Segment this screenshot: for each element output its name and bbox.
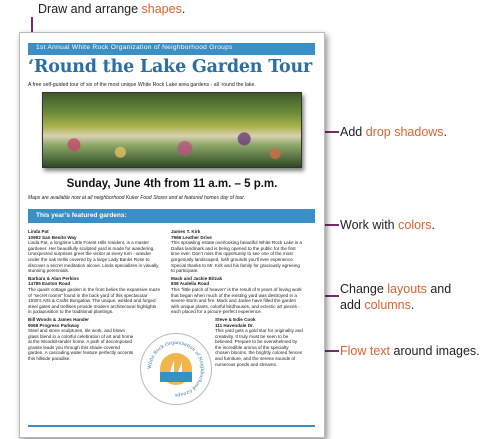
garden-address: 838 Audelia Road bbox=[171, 281, 210, 287]
callout-mid: and bbox=[426, 282, 452, 296]
flyer-title: ‘Round the Lake Garden Tour bbox=[28, 57, 313, 77]
callout-highlight: layouts bbox=[387, 282, 427, 296]
garden-address: 111 Havendale Dr. bbox=[215, 322, 254, 328]
callout-flow-text bbox=[340, 344, 480, 358]
header-band bbox=[28, 43, 315, 55]
seal-lake-icon bbox=[160, 372, 192, 382]
event-date: Sunday, June 4th from 11 a.m. – 5 p.m. bbox=[66, 178, 278, 190]
callout-suffix: . bbox=[431, 218, 435, 232]
garden-owner: Mack and Jackie Bitzak bbox=[171, 275, 223, 281]
garden-entry bbox=[171, 229, 304, 274]
callout-highlight: colors bbox=[398, 218, 432, 232]
callout-shapes bbox=[38, 2, 185, 16]
flyer-subtitle: A free self-guided tour of six of the most unique White Rock Lake area gardens - all ‘round the lake. bbox=[28, 82, 256, 88]
garden-description: Linda Pat, a longtime Little Forest Hills resident, is a master gardener. Her beautifully sculpted yard is made for wandering. Unexpected surprises greet the visitor at every turn - wander under the oak trellis covered by a large Lady Banks Rose to discover a secret meditation alcove. Linda specializes in visually stunning perennials. bbox=[28, 240, 159, 274]
garden-owner: Bill Woods & James Hander bbox=[28, 316, 89, 322]
callout-text: Change bbox=[340, 282, 388, 296]
bottom-rule bbox=[28, 425, 315, 427]
garden-description: This yard gets a gold star for originality and creativity. It truly must be seen to be believed. Prepare to be overwhelmed by the incredible aroma of the specialty chosen blooms, the brightly colored fences and furniture, and the serene sounds of numerous ponds and streams. bbox=[215, 328, 303, 367]
callout-suffix: . bbox=[410, 298, 415, 312]
callout-highlight: Flow text bbox=[340, 344, 391, 358]
flyer-page bbox=[19, 32, 325, 438]
garden-entry bbox=[28, 229, 161, 274]
callout-suffix: around images. bbox=[390, 344, 480, 358]
garden-address: 7966 Leather Drive bbox=[171, 234, 212, 240]
garden-description: Steel and stone sculptures, tile work, and blown glass blend in a colorful celebration of art and home at the Woods/Hander home. A path of decomposed granite leads you through this shade-covered garden. A cascading water feature perfectly accents this hillside paradise. bbox=[28, 328, 134, 362]
callout-text: Draw and arrange bbox=[38, 2, 142, 16]
callout-text: Add bbox=[340, 125, 366, 139]
garden-owner: James T. Kirk bbox=[171, 229, 201, 234]
garden-description: This “little patch of heaven” is the result of 8 years of loving work that began when much of the existing yard was destroyed in a severe storm and fire. Mack and Jackie have filled the garden with unique plants, colorful birdhouses, and eclectic art pieces - each placed for a picture-perfect experience. bbox=[171, 286, 302, 315]
callout-drop-shadows bbox=[340, 125, 447, 139]
maps-note: Maps are available now at all neighborhood Kuker Food Stores and at featured homes day of tour. bbox=[28, 195, 246, 201]
seal-text-path: White Rock Organization of Neighborhood Groups bbox=[147, 340, 205, 398]
garden-address: 14785 Easton Road bbox=[28, 281, 71, 287]
garden-address: 10992 San Benito Way bbox=[28, 234, 77, 240]
garden-photo bbox=[42, 92, 302, 168]
seal-graphic bbox=[141, 334, 211, 404]
callout-suffix: . bbox=[181, 2, 186, 16]
garden-description: The quaint cottage garden in the front belies the expansive maze of “secret rooms” found in the back yard of this spectacular 1930’s Arts & Crafts Bungalow. The unique, welded and forged steel gates and trellises provide modern architectural highlights in juxtaposition to the traditional plantings. bbox=[28, 286, 161, 315]
garden-address: 9068 Progress Parkway bbox=[28, 322, 80, 328]
callout-text: Work with bbox=[340, 218, 399, 232]
garden-owner: Linda Pat bbox=[28, 229, 49, 234]
garden-entry bbox=[171, 276, 304, 315]
garden-entry bbox=[28, 276, 161, 315]
featured-band bbox=[28, 209, 315, 223]
callout-suffix: . bbox=[443, 125, 448, 139]
garden-photo-flowers bbox=[43, 93, 301, 167]
garden-owner: Barbara & Alan Perkins bbox=[28, 275, 79, 281]
garden-owner: Steve & Edie Cook bbox=[215, 316, 256, 322]
callout-layouts-columns bbox=[340, 281, 451, 313]
callout-line2-prefix: add bbox=[340, 298, 365, 312]
garden-description: This sprawling estate overlooking beautiful White Rock Lake is a Dallas landmark and is being opened to the public for the first time ever. Don’t miss this opportunity to see one of the most gorgeously landscaped, lush grounds you’ll ever experience. Special thanks to Mr. Kirk and his family for graciously agreeing to participate. bbox=[171, 240, 302, 274]
organization-seal bbox=[140, 333, 212, 405]
callout-highlight: shapes bbox=[141, 2, 182, 16]
callout-highlight: drop shadows bbox=[365, 125, 444, 139]
callout-highlight-2: columns bbox=[364, 298, 411, 312]
header-band-text: 1st Annual White Rock Organization of Neighborhood Groups bbox=[36, 44, 233, 51]
callout-colors bbox=[340, 218, 435, 232]
featured-band-text: This year’s featured gardens: bbox=[36, 212, 127, 219]
garden-entry bbox=[28, 317, 136, 362]
